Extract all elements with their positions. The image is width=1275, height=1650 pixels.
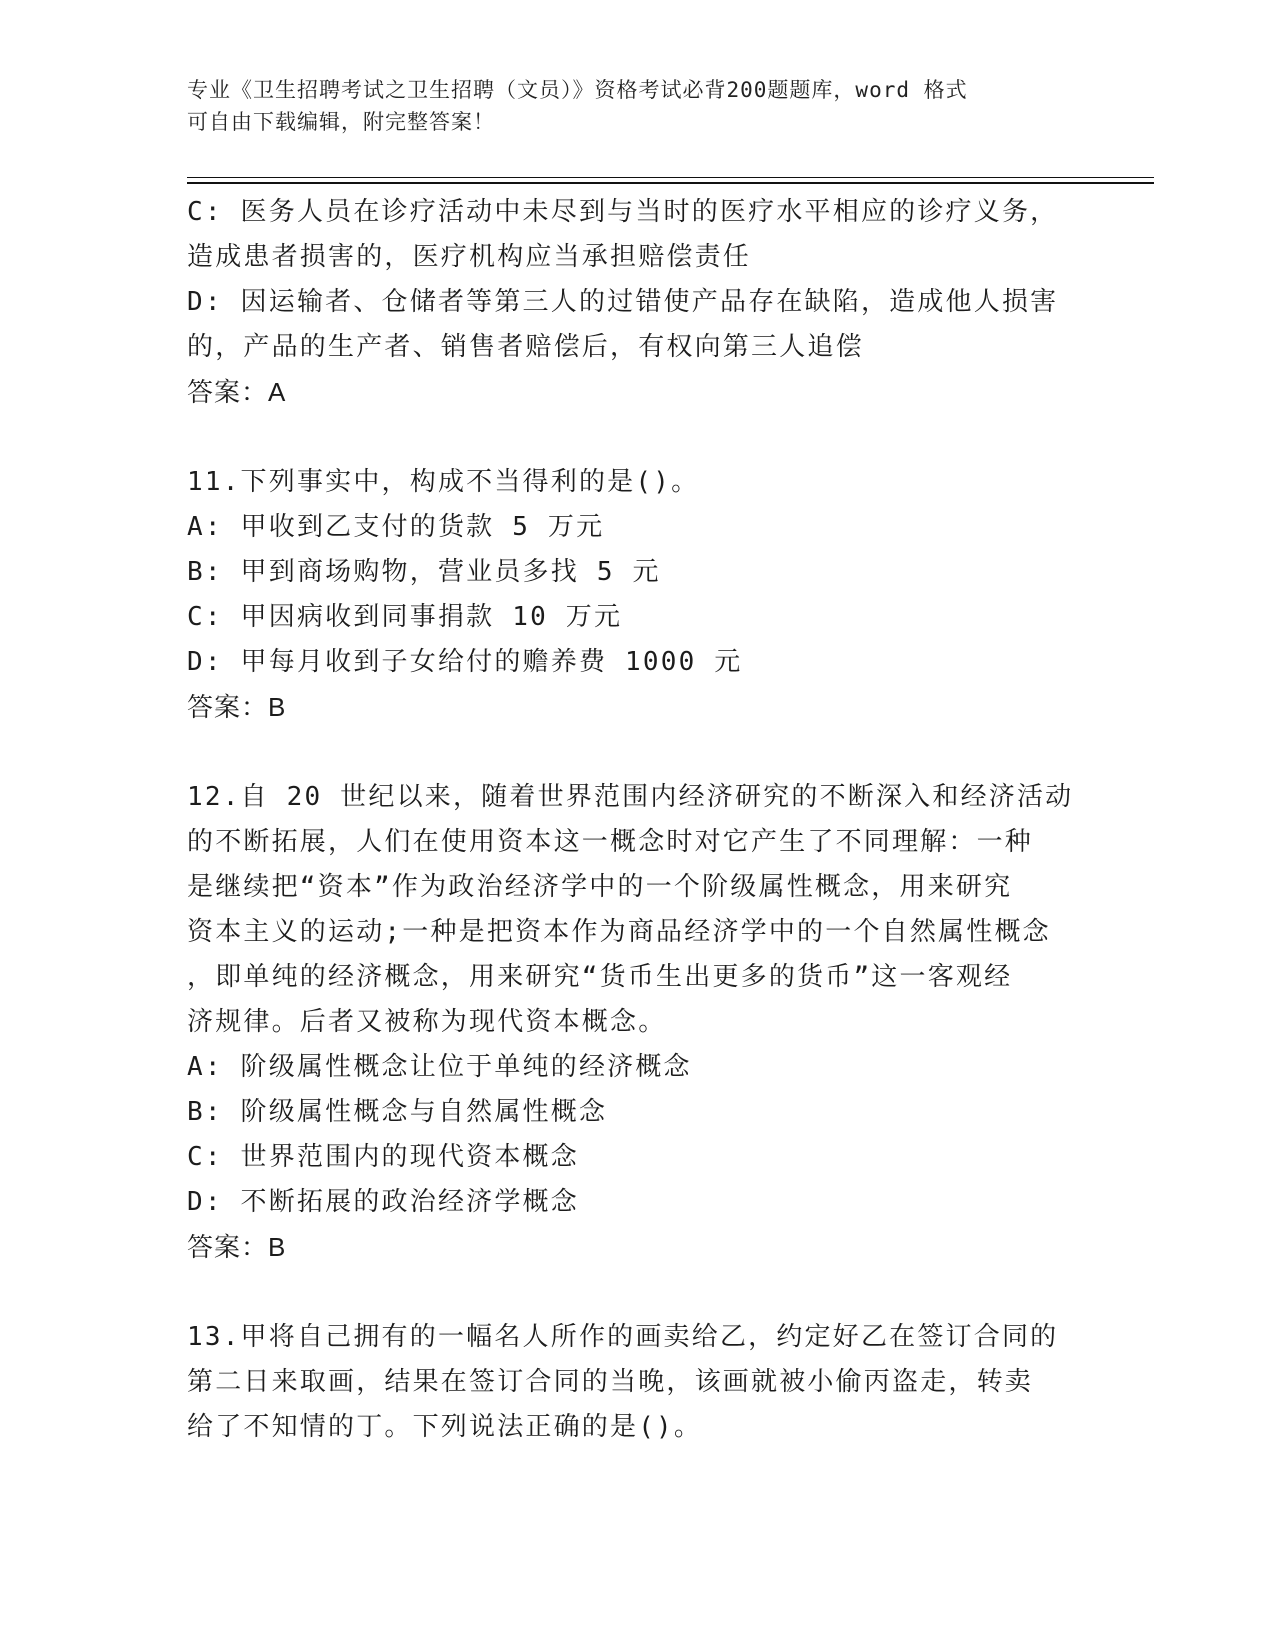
question-13 — [187, 1315, 1087, 1450]
header-title-line-1: 专业《卫生招聘考试之卫生招聘（文员）》资格考试必背200题题库，word 格式 — [187, 78, 968, 102]
question-content — [187, 190, 1087, 1450]
q12-option-c: C: 世界范围内的现代资本概念 — [187, 1142, 579, 1172]
q12-option-b: B: 阶级属性概念与自然属性概念 — [187, 1097, 608, 1127]
q11-option-c: C: 甲因病收到同事捐款 10 万元 — [187, 602, 623, 632]
q12-option-a: A: 阶级属性概念让位于单纯的经济概念 — [187, 1052, 692, 1082]
header-divider-thick — [187, 182, 1154, 184]
question-10 — [187, 190, 1087, 415]
q11-option-d: D: 甲每月收到子女给付的赡养费 1000 元 — [187, 647, 743, 677]
q11-answer: 答案：B — [187, 692, 287, 722]
q11-option-b: B: 甲到商场购物，营业员多找 5 元 — [187, 557, 661, 587]
q10-option-d-line-2: 的，产品的生产者、销售者赔偿后，有权向第三人追偿 — [187, 332, 864, 362]
q12-stem-line-2: 的不断拓展，人们在使用资本这一概念时对它产生了不同理解：一种 — [187, 827, 1034, 857]
q12-stem-line-3: 是继续把“资本”作为政治经济学中的一个阶级属性概念，用来研究 — [187, 872, 1013, 902]
q11-stem: 11.下列事实中，构成不当得利的是()。 — [187, 467, 700, 497]
header-title-line-2: 可自由下载编辑，附完整答案！ — [187, 110, 495, 134]
page-header — [187, 74, 1067, 138]
q10-option-c-line-1: C: 医务人员在诊疗活动中未尽到与当时的医疗水平相应的诊疗义务， — [187, 197, 1059, 227]
q12-stem-line-1: 12.自 20 世纪以来，随着世界范围内经济研究的不断深入和经济活动 — [187, 782, 1074, 812]
q10-option-d-line-1: D: 因运输者、仓储者等第三人的过错使产品存在缺陷，造成他人损害 — [187, 287, 1059, 317]
q12-stem-line-4: 资本主义的运动;一种是把资本作为商品经济学中的一个自然属性概念 — [187, 917, 1051, 947]
q12-answer: 答案：B — [187, 1232, 287, 1262]
q10-answer: 答案：A — [187, 377, 287, 407]
q10-option-c-line-2: 造成患者损害的，医疗机构应当承担赔偿责任 — [187, 242, 752, 272]
spacer — [187, 1270, 1087, 1315]
q12-stem-line-6: 济规律。后者又被称为现代资本概念。 — [187, 1007, 667, 1037]
q12-stem-line-5: ，即单纯的经济概念，用来研究“货币生出更多的货币”这一客观经 — [187, 962, 1013, 992]
spacer — [187, 415, 1087, 460]
header-divider-thin — [187, 177, 1154, 178]
q13-stem-line-2: 第二日来取画，结果在签订合同的当晚，该画就被小偷丙盗走，转卖 — [187, 1367, 1034, 1397]
q11-option-a: A: 甲收到乙支付的货款 5 万元 — [187, 512, 605, 542]
q13-stem-line-3: 给了不知情的丁。下列说法正确的是()。 — [187, 1412, 703, 1442]
spacer — [187, 730, 1087, 775]
q12-option-d: D: 不断拓展的政治经济学概念 — [187, 1187, 579, 1217]
question-11 — [187, 460, 1087, 730]
question-12 — [187, 775, 1087, 1270]
q13-stem-line-1: 13.甲将自己拥有的一幅名人所作的画卖给乙，约定好乙在签订合同的 — [187, 1322, 1059, 1352]
